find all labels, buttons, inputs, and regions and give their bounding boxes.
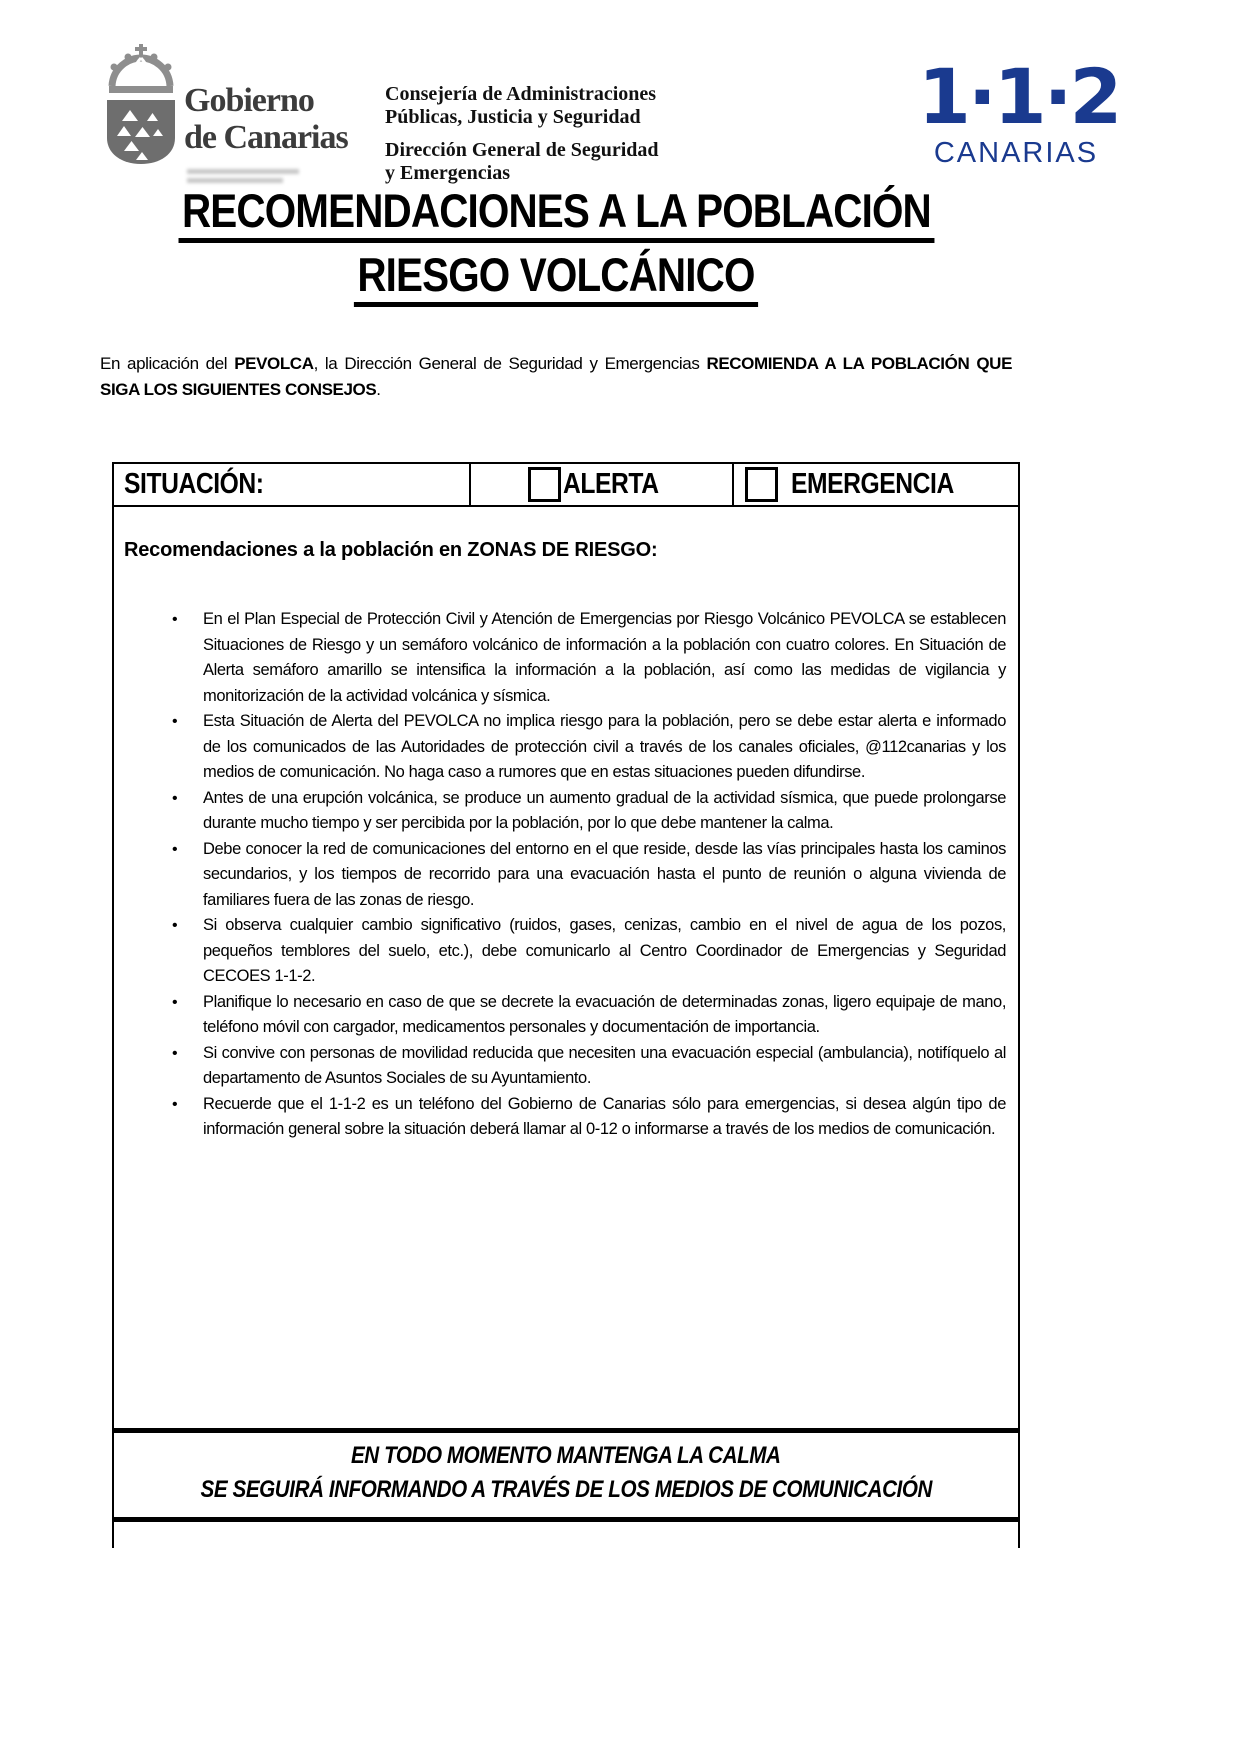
page-title	[100, 186, 1012, 314]
intro-segment: , la Dirección General de Seguridad y Emergencias	[313, 354, 707, 373]
situation-label-cell	[114, 464, 471, 505]
banner-line1: EN TODO MOMENTO MANTENGA LA CALMA	[351, 1442, 781, 1469]
department-line: Dirección General de Seguridad	[385, 139, 659, 161]
intro-segment: RECOMIENDA A LA POBLACIÓN QUE SIGA LOS SIGUIENTES CONSEJOS	[100, 354, 1013, 399]
page-title-line2: RIESGO VOLCÁNICO	[354, 250, 758, 307]
calm-banner	[112, 1428, 1020, 1522]
intro-segment: .	[376, 380, 381, 399]
emergencia-cell	[734, 464, 1018, 505]
recommendation-item: • Recuerde que el 1-1-2 es un teléfono del Gobierno de Canarias sólo para emergencias, si desea algún tipo de información general sobre la situación deberá llamar al 0-12 o informarse a través de los medios de comunicación.	[170, 1092, 1006, 1143]
situation-label: SITUACIÓN:	[124, 468, 264, 500]
recommendation-item: • Si observa cualquier cambio significativo (ruidos, gases, cenizas, cambio en el nivel de agua de los pozos, pequeños temblores del suelo, etc.), debe comunicarlo al Centro Coordinador de Emergencias y Seguridad CECOES 1-1-2.	[170, 913, 1006, 990]
intro-segment: PEVOLCA	[234, 354, 314, 373]
department-line: Públicas, Justicia y Seguridad	[385, 106, 641, 128]
emergency-112-logo	[918, 52, 1120, 169]
recommendation-item: • Si convive con personas de movilidad reducida que necesiten una evacuación especial (ambulancia), notifíquelo al departamento de Asuntos Sociales de su Ayuntamiento.	[170, 1041, 1006, 1092]
situation-row	[114, 464, 1018, 507]
government-name-line1: Gobierno	[184, 82, 314, 119]
emergency-number: 1·1·2	[918, 52, 1120, 141]
recommendations-list	[124, 607, 1006, 1143]
coat-of-arms-icon	[104, 44, 178, 166]
banner-line2: SE SEGUIRÁ INFORMANDO A TRAVÉS DE LOS MEDIOS DE COMUNICACIÓN	[200, 1476, 932, 1503]
recommendation-item: • Antes de una erupción volcánica, se produce un aumento gradual de la actividad sísmica, que puede prolongarse durante mucho tiempo y ser percibida por la población, por lo que debe mantener la calma.	[170, 786, 1006, 837]
recommendation-item: • Planifique lo necesario en caso de que se decrete la evacuación de determinadas zonas, ligero equipaje de mano, teléfono móvil con cargador, medicamentos personales y documentación de importancia.	[170, 990, 1006, 1041]
government-name	[184, 82, 348, 156]
department-line: Consejería de Administraciones	[385, 83, 657, 105]
emergency-region: CANARIAS	[933, 137, 1099, 169]
page-title-line1: RECOMENDACIONES A LA POBLACIÓN	[178, 186, 934, 243]
situation-table	[112, 462, 1020, 1548]
recommendations-section	[114, 507, 1018, 1428]
emergencia-checkbox[interactable]	[745, 467, 778, 502]
recommendation-item: • En el Plan Especial de Protección Civil y Atención de Emergencias por Riesgo Volcánico PEVOLCA se establecen Situaciones de Riesgo y un semáforo volcánico de información a la población con cuatro colores. En Situación de Alerta semáforo amarillo se intensifica la información a la población, así como las medidas de vigilancia y monitorización de la actividad volcánica y sísmica.	[170, 607, 1006, 709]
government-name-line2: de Canarias	[184, 119, 348, 156]
intro-paragraph	[100, 351, 1012, 403]
recommendation-item: • Debe conocer la red de comunicaciones del entorno en el que reside, desde las vías principales hasta los caminos secundarios, y los tiempos de recorrido para una evacuación hasta el punto de reunión o alguna vivienda de familiares fuera de las zonas de riesgo.	[170, 837, 1006, 914]
alerta-checkbox[interactable]	[528, 467, 561, 502]
alerta-cell	[471, 464, 734, 505]
recommendation-item: • Esta Situación de Alerta del PEVOLCA no implica riesgo para la población, pero se debe estar alerta e informado de los comunicados de las Autoridades de protección civil a través de los canales oficiales, @112canarias y los medios de comunicación. No haga caso a rumores que en estas situaciones pueden difundirse.	[170, 709, 1006, 786]
empty-stub-row	[112, 1522, 1020, 1548]
alerta-label: ALERTA	[562, 468, 659, 500]
department-info	[385, 83, 659, 185]
department-line: y Emergencias	[385, 162, 510, 184]
zones-heading: Recomendaciones a la población en ZONAS DE RIESGO:	[124, 539, 658, 561]
intro-segment: En aplicación del	[100, 354, 235, 373]
emergencia-label: EMERGENCIA	[791, 468, 954, 500]
